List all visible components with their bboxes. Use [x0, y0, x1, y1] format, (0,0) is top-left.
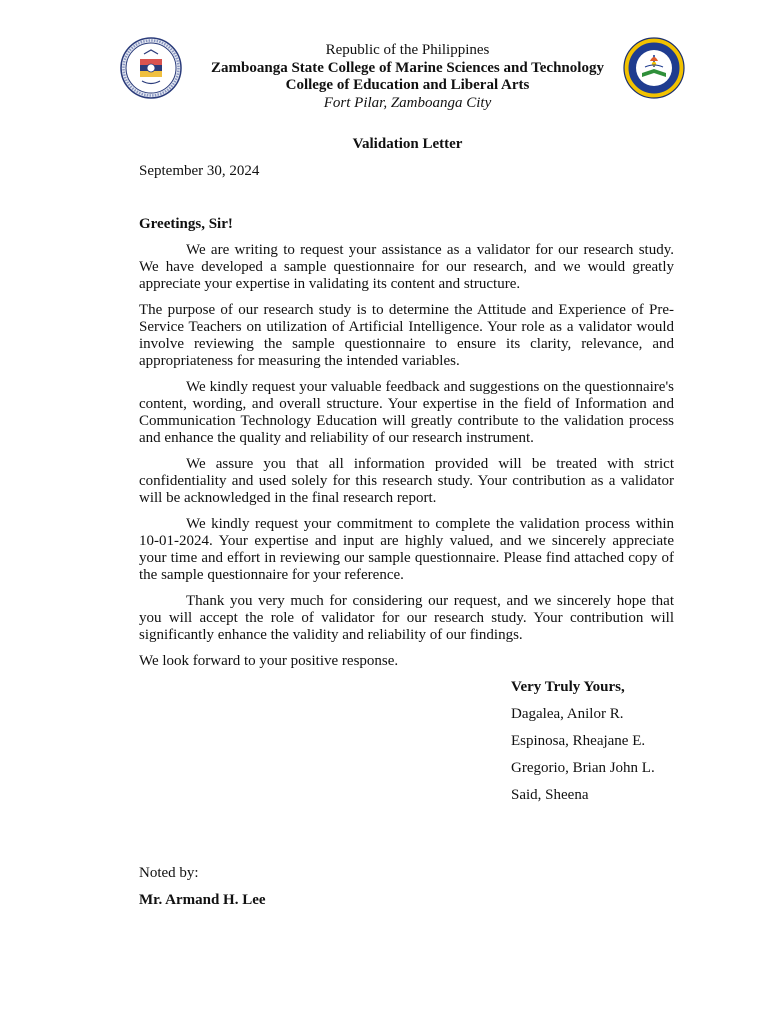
signer-name: Gregorio, Brian John L. — [511, 760, 655, 776]
letter-title: Validation Letter — [352, 136, 463, 152]
noted-label: Noted by: — [139, 865, 199, 881]
signer-name: Espinosa, Rheajane E. — [511, 733, 646, 749]
noted-block — [139, 865, 266, 909]
signer-name: Dagalea, Anilor R. — [511, 706, 624, 722]
letterhead-address: Fort Pilar, Zamboanga City — [323, 94, 492, 111]
letter-body — [139, 242, 674, 679]
closing-block — [511, 679, 655, 814]
body-paragraph: We look forward to your positive response. — [139, 653, 399, 669]
body-paragraph: We assure you that all information provided will be treated with strict confidentiality and used solely for this research study. Your contribution as a validator will be acknowledged in the final research report. — [139, 456, 674, 506]
letterhead — [140, 42, 675, 112]
noted-name: Mr. Armand H. Lee — [139, 892, 266, 908]
letter-greeting: Greetings, Sir! — [139, 216, 233, 232]
body-paragraph: Thank you very much for considering our request, and we sincerely hope that you will accept the role of validator for our research study. Your contribution will significantly enhance the validity and reliability of our findings. — [139, 593, 674, 643]
letterhead-college: College of Education and Liberal Arts — [285, 77, 530, 93]
body-paragraph: We kindly request your commitment to complete the validation process within 10-01-2024. Your expertise and input are highly valued, and we sincerely appreciate your time and effort in reviewing our sample questionnaire. Please find attached copy of the sample questionnaire for your reference. — [139, 516, 674, 583]
body-paragraph: We kindly request your valuable feedback and suggestions on the questionnaire's content, wording, and overall structure. Your expertise in the field of Information and Communication Technology Education will greatly contribute to the validation process and enhance the quality and reliability of our research instrument. — [139, 379, 674, 446]
college-of-education-seal-icon — [623, 37, 685, 99]
signer-name: Said, Sheena — [511, 787, 589, 803]
letterhead-country: Republic of the Philippines — [325, 42, 490, 58]
letter-date: September 30, 2024 — [139, 163, 260, 179]
body-paragraph: We are writing to request your assistance as a validator for our research study. We have developed a sample questionnaire for our research, and we would greatly appreciate your expertise in validating its content and structure. — [139, 242, 674, 292]
body-paragraph: The purpose of our research study is to determine the Attitude and Experience of Pre-Service Teachers on utilization of Artificial Intelligence. Your role as a validator would involve reviewing the sample questionnaire to ensure its clarity, relevance, and appropriateness for measuring the intended variables. — [139, 302, 674, 369]
letterhead-institution: Zamboanga State College of Marine Sciences and Technology — [211, 59, 604, 76]
closing-salutation: Very Truly Yours, — [511, 679, 625, 695]
